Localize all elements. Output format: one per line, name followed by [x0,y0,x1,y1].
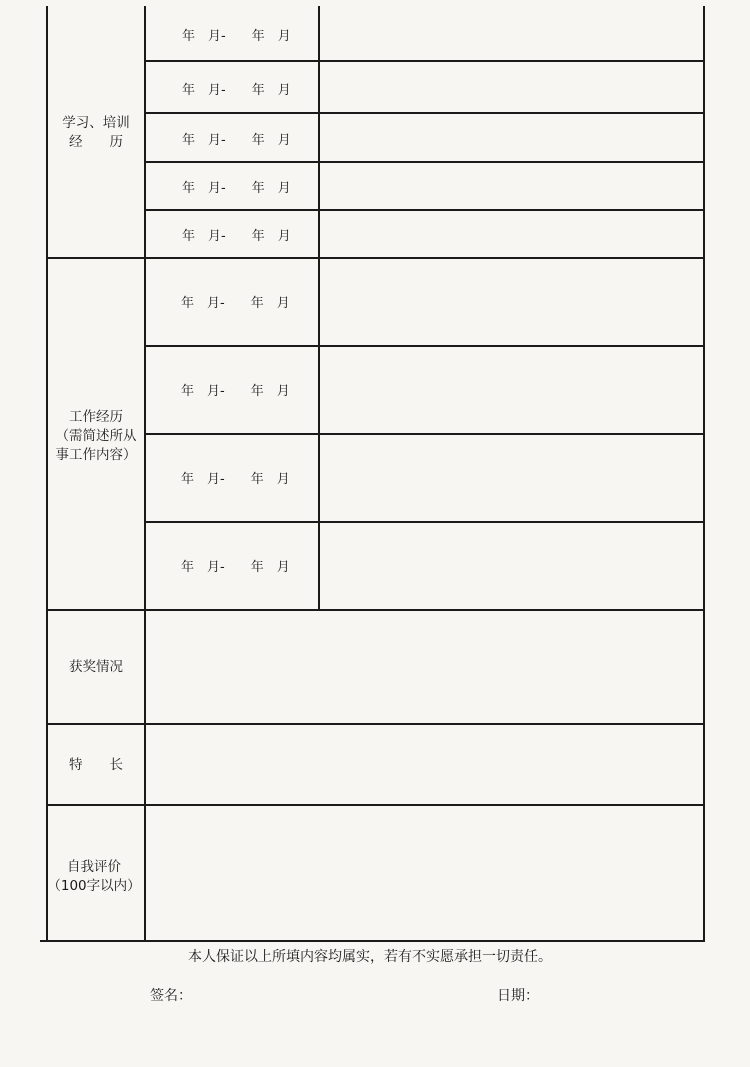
awards-label: 获奖情况 [69,659,123,675]
work-period: 年 月- 年 月 [181,560,290,575]
education-period: 年 月- 年 月 [182,229,291,244]
work-period: 年 月- 年 月 [181,384,290,399]
education-period: 年 月- 年 月 [182,29,291,44]
specialty-label: 特 长 [69,757,123,773]
declaration-statement: 本人保证以上所填内容均属实，若有不实愿承担一切责任。 [188,949,552,965]
education-period: 年 月- 年 月 [182,181,291,196]
education-content-field[interactable] [320,114,703,161]
education-content-field[interactable] [320,211,703,257]
work-label: 工作经历 （需简述所从 事工作内容） [55,409,137,463]
specialty-content-field[interactable] [146,725,703,804]
education-content-field[interactable] [320,163,703,209]
work-period: 年 月- 年 月 [181,296,290,311]
self-evaluation-content-field[interactable] [146,806,703,940]
signature-label: 签名： [150,988,192,1004]
date-label: 日期： [497,988,539,1004]
education-content-field[interactable] [320,62,703,112]
work-content-field[interactable] [320,523,703,609]
work-content-field[interactable] [320,259,703,345]
application-form-table [40,6,705,942]
education-period: 年 月- 年 月 [182,83,291,98]
education-label: 学习、培训 经 历 [62,115,130,150]
education-content-field[interactable] [320,8,703,60]
table-border-right [703,6,705,942]
table-border-bottom [40,940,703,942]
work-content-field[interactable] [320,435,703,521]
work-period: 年 月- 年 月 [181,472,290,487]
awards-content-field[interactable] [146,611,703,723]
education-period: 年 月- 年 月 [182,133,291,148]
work-content-field[interactable] [320,347,703,433]
self-evaluation-label: 自我评价 （100字以内） [47,859,141,894]
